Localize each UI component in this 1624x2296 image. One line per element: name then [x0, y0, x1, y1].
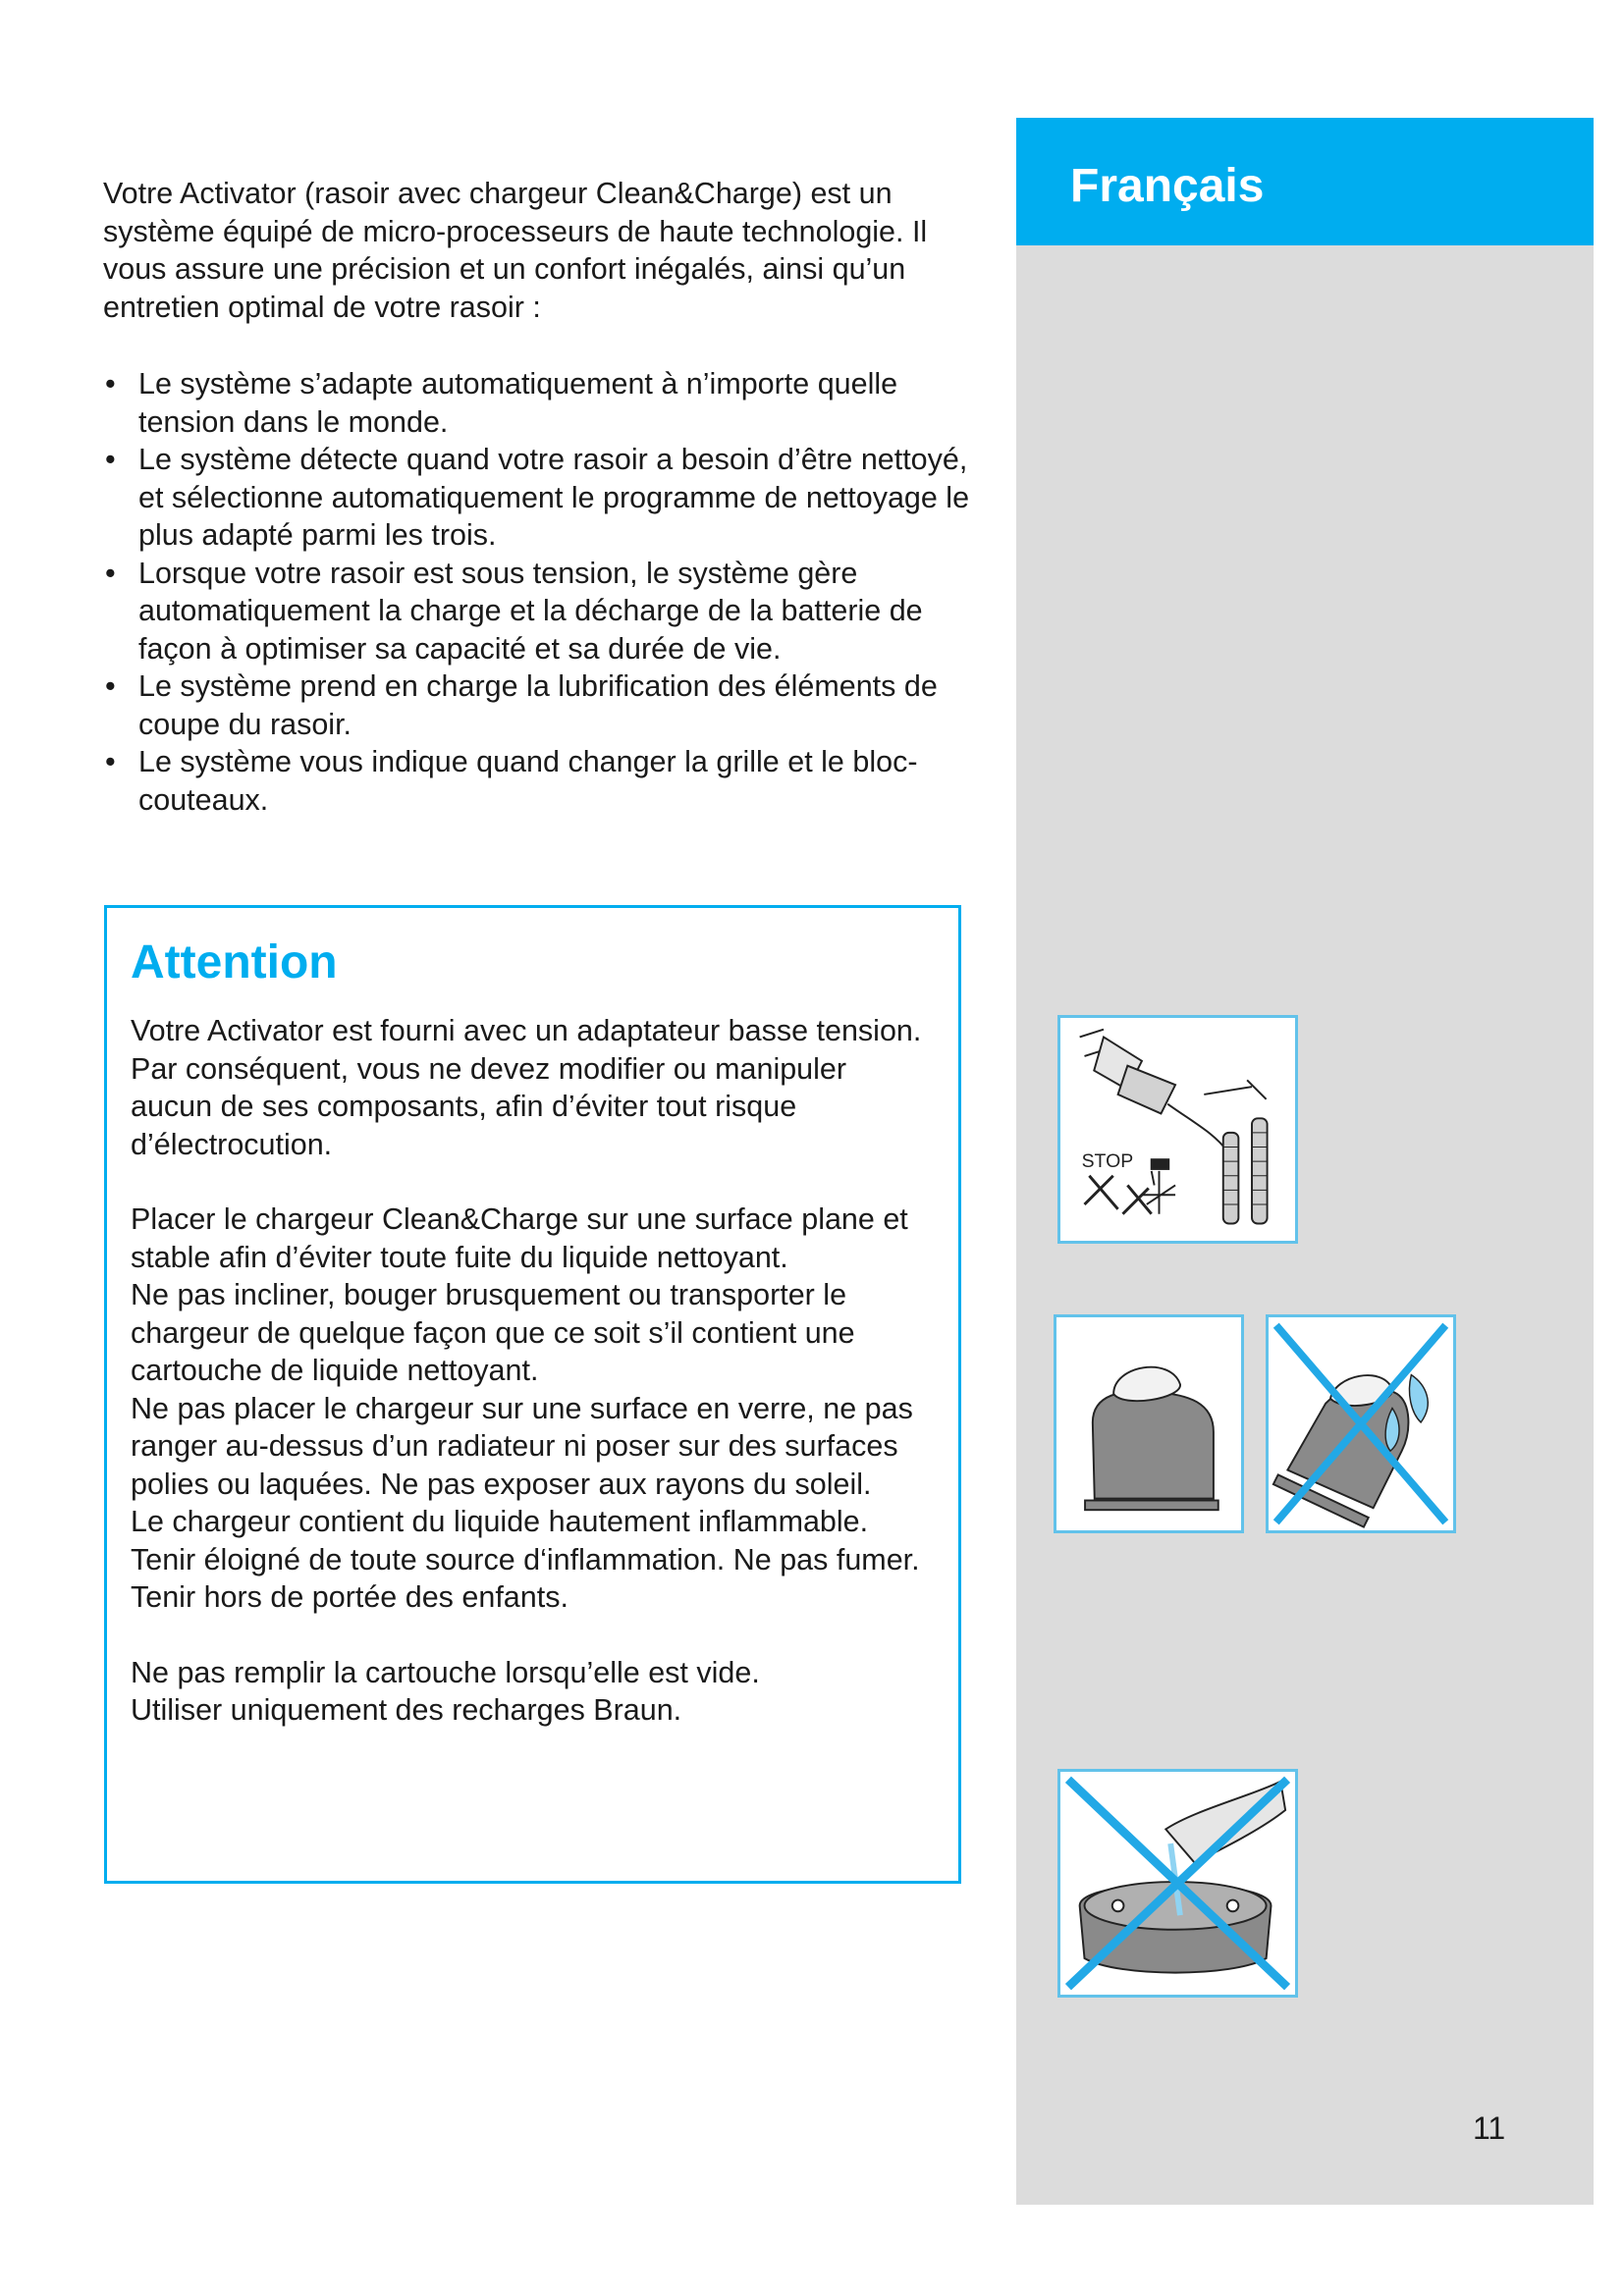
attention-paragraph: Ne pas placer le chargeur sur une surface en verre, ne pas ranger au-dessus d’un radiateur ni poser sur des surfaces polies ou laquées. Ne pas exposer aux rayons du soleil.	[131, 1391, 913, 1501]
attention-title: Attention	[131, 936, 338, 988]
attention-paragraph: Le chargeur contient du liquide hautement inflammable. Tenir éloigné de toute source d‘inflammation. Ne pas fumer.	[131, 1505, 920, 1576]
attention-paragraph: Utiliser uniquement des recharges Braun.	[131, 1693, 682, 1727]
refill-crossed-icon	[1060, 1772, 1295, 1995]
attention-paragraph: Votre Activator est fourni avec un adaptateur basse tension. Par conséquent, vous ne devez modifier ou manipuler aucun de ses composants, afin d’éviter tout risque d’électrocution.	[131, 1014, 922, 1161]
page-number: 11	[1473, 2110, 1506, 2146]
plug-stop-icon	[1060, 1018, 1295, 1241]
feature-item: • Lorsque votre rasoir est sous tension, le système gère automatiquement la charge et la décharge de la batterie de façon à optimiser sa capacité et sa durée de vie.	[103, 555, 987, 668]
charger-tilted-figure	[1266, 1314, 1456, 1533]
attention-paragraph: Ne pas remplir la cartouche lorsqu’elle est vide.	[131, 1655, 760, 1689]
feature-item: • Le système détecte quand votre rasoir a besoin d’être nettoyé, et sélectionne automatiquement le programme de nettoyage le plus adapté parmi les trois.	[103, 441, 987, 555]
stop-label: STOP	[1081, 1149, 1134, 1172]
attention-box	[104, 905, 961, 1884]
attention-paragraph: Ne pas incliner, bouger brusquement ou transporter le chargeur de quelque façon que ce soit s’il contient une cartouche de liquide nettoyant.	[131, 1278, 855, 1387]
attention-paragraph: Placer le chargeur Clean&Charge sur une surface plane et stable afin d’éviter toute fuite du liquide nettoyant.	[131, 1202, 908, 1274]
charger-upright-icon	[1056, 1317, 1241, 1530]
charger-tilted-crossed-icon	[1269, 1317, 1453, 1530]
feature-item: • Le système prend en charge la lubrification des éléments de coupe du rasoir.	[103, 667, 987, 743]
feature-list	[103, 365, 987, 819]
feature-item: • Le système vous indique quand changer la grille et le bloc-couteaux.	[103, 743, 987, 819]
plug-adapter-figure	[1057, 1015, 1298, 1244]
charger-upright-figure	[1054, 1314, 1244, 1533]
refill-cartridge-figure	[1057, 1769, 1298, 1998]
attention-paragraph: Tenir hors de portée des enfants.	[131, 1580, 568, 1614]
attention-body	[131, 1012, 936, 1730]
feature-item: • Le système s’adapte automatiquement à n’importe quelle tension dans le monde.	[103, 365, 987, 441]
language-header	[1016, 118, 1594, 245]
language-title: Français	[1070, 160, 1265, 212]
intro-paragraph: Votre Activator (rasoir avec chargeur Clean&Charge) est un système équipé de micro-processeurs de haute technologie. Il vous assure une précision et un confort inégalés, ainsi qu’un entretien optimal de votre rasoir :	[103, 177, 928, 324]
